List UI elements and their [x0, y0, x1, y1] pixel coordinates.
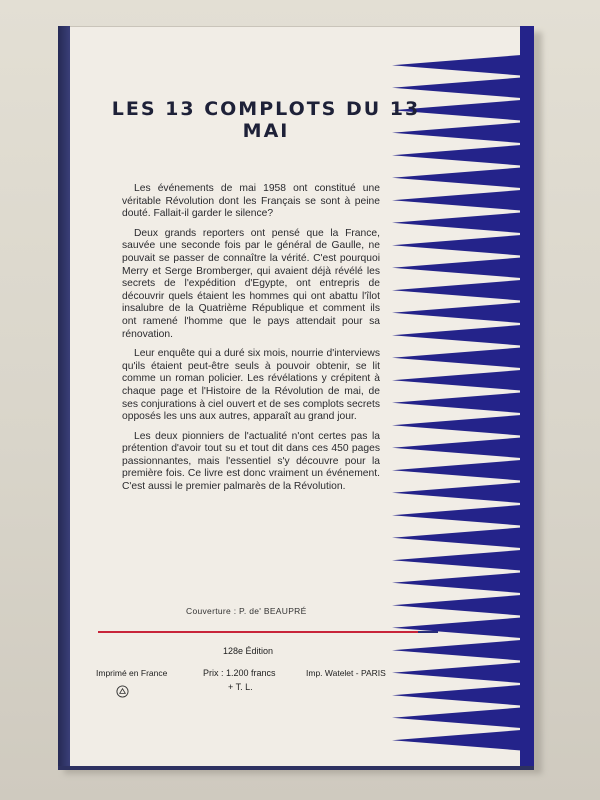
spine-edge	[58, 26, 70, 770]
red-rule	[98, 631, 418, 633]
blurb-text	[122, 183, 380, 501]
cover-credit: Couverture : P. de' BEAUPRÉ	[186, 606, 307, 616]
blurb-paragraph: Leur enquête qui a duré six mois, nourrie d'interviews qu'ils étaient peut-être seuls à pouvoir obtenir, se lit comme un roman policier. Les révélations y crépitent à chaque page et l'Histoire de la Révolution de mai, de ses conjurations à ciel ouvert et de ses complots secrets opposés les uns aux autres, apparaît au grand jour.	[122, 348, 380, 423]
bottom-edge	[58, 766, 534, 770]
price-label: Prix : 1.200 francs	[203, 668, 276, 678]
book-back-cover	[58, 26, 534, 770]
blurb-paragraph: Les événements de mai 1958 ont constitué une véritable Révolution dont les Français se sont à peine douté. Fallait-il garder le silence?	[122, 183, 380, 220]
blurb-paragraph: Les deux pionniers de l'actualité n'ont certes pas la prétention d'avoir tout su et tout dit dans ces 450 pages passionnantes, mais l'essentiel s'y découvre pour la première fois. Ce livre est donc vraiment un événement. C'est aussi le premier palmarès de la Révolution.	[122, 430, 380, 493]
edition-label: 128e Édition	[223, 646, 274, 656]
tax-label: + T. L.	[228, 682, 253, 692]
publisher-seal-icon	[116, 685, 129, 698]
book-title: LES 13 COMPLOTS DU 13 MAI	[111, 98, 421, 142]
blue-rule	[418, 631, 438, 633]
printer-label: Imp. Watelet - PARIS	[306, 668, 386, 678]
blurb-paragraph: Deux grands reporters ont pensé que la France, sauvée une seconde fois par le général de Gaulle, ne pouvait se passer de connaître la vérité. C'est pourquoi Merry et Serge Bromberger, qui avaient déjà révélé les secrets de l'expédition d'Egypte, ont entrepris de découvrir quels étaient les hommes qui ont abattu l'îlot insalubre de la Quatrième République et comment ils ont ramené l'homme que le pays attendait pour sa rénovation.	[122, 227, 380, 340]
printed-in-label: Imprimé en France	[96, 668, 168, 678]
